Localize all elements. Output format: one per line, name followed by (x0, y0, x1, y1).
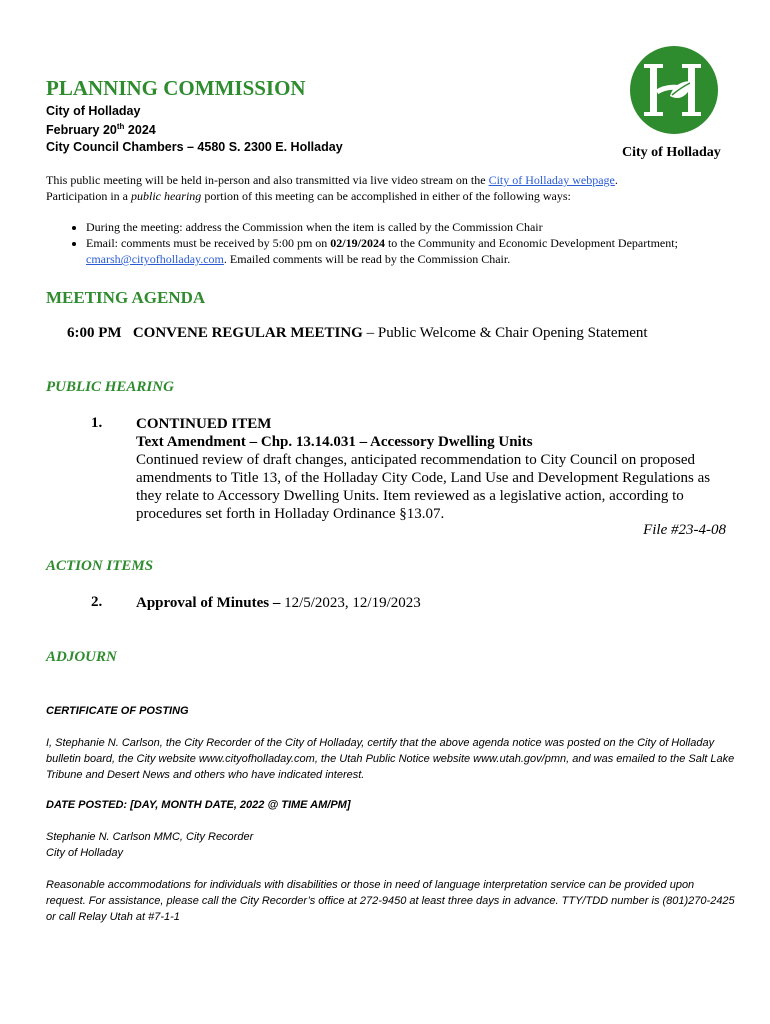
meeting-location: City Council Chambers – 4580 S. 2300 E. Holladay (46, 140, 343, 154)
city-webpage-link[interactable]: City of Holladay webpage (488, 173, 615, 187)
approval-of-minutes-item: Approval of Minutes – 12/5/2023, 12/19/2023 (136, 595, 421, 611)
item-number: 2. (91, 594, 103, 610)
date-posted: DATE POSTED: [DAY, MONTH DATE, 2022 @ TIME AM/PM] (46, 799, 351, 811)
public-hearing-item (136, 415, 726, 523)
meeting-agenda-heading: MEETING AGENDA (46, 288, 206, 307)
meeting-date: February 20th 2024 (46, 122, 156, 138)
city-name: City of Holladay (46, 104, 141, 118)
adjourn-heading: ADJOURN (46, 649, 117, 665)
item-description: Continued review of draft changes, anticipated recommendation to City Council on proposed amendments to Title 13, of the Holladay City Code, Land Use and Development Regulations as they relate to Accessory Dwelling Units. Item reviewed as a legislative action, according to procedures set forth in Holladay Ordinance §13.07. (136, 452, 711, 522)
item-title: CONTINUED ITEM (136, 416, 272, 432)
file-number: File #23-4-08 (643, 522, 726, 538)
email-link[interactable]: cmarsh@cityofholladay.com (86, 252, 224, 266)
certificate-body: I, Stephanie N. Carlson, the City Recorder of the City of Holladay, certify that the above agenda notice was posted on the City of Holladay bulletin board, the City website www.cityofholladay.com, the Utah Public Notice website www.utah.gov/pmn, and was emailed to the Salt Lake Tribune and Desert News and others who have indicated interest. (46, 737, 735, 781)
city-logo (630, 46, 718, 134)
certificate-heading: CERTIFICATE OF POSTING (46, 705, 189, 717)
list-item: • During the meeting: address the Commission when the item is called by the Commission Chair (86, 219, 726, 235)
list-item: • Email: comments must be received by 5:00 pm on 02/19/2024 to the Community and Economic Development Department; cmarsh@cityofholladay.com. Emailed comments will be read by the Commission Chair. (86, 235, 726, 267)
page-title: PLANNING COMMISSION (46, 76, 306, 100)
public-hearing-heading: PUBLIC HEARING (46, 379, 174, 395)
signer-organization: City of Holladay (46, 847, 124, 859)
convene-row: 6:00 PM CONVENE REGULAR MEETING – Public Welcome & Chair Opening Statement (67, 325, 648, 341)
logo-caption: City of Holladay (622, 145, 721, 160)
action-items-heading: ACTION ITEMS (46, 558, 154, 574)
intro-paragraph: This public meeting will be held in-person and also transmitted via live video stream on the City of Holladay webpage. Participation in a public hearing portion of this meeting can be accomplished in either of the following ways: (46, 173, 618, 203)
item-subtitle: Text Amendment – Chp. 13.14.031 – Accessory Dwelling Units (136, 434, 533, 450)
item-number: 1. (91, 415, 103, 431)
signer-name: Stephanie N. Carlson MMC, City Recorder (46, 831, 254, 843)
accommodations-notice: Reasonable accommodations for individuals with disabilities or those in need of language interpretation service can be provided upon request. For assistance, please call the City Recorder’s office at 272-9450 at least three days in advance. TTY/TDD number is (801)270-2425 or call Relay Utah at #7-1-1 (46, 879, 735, 923)
participation-list (46, 219, 726, 267)
